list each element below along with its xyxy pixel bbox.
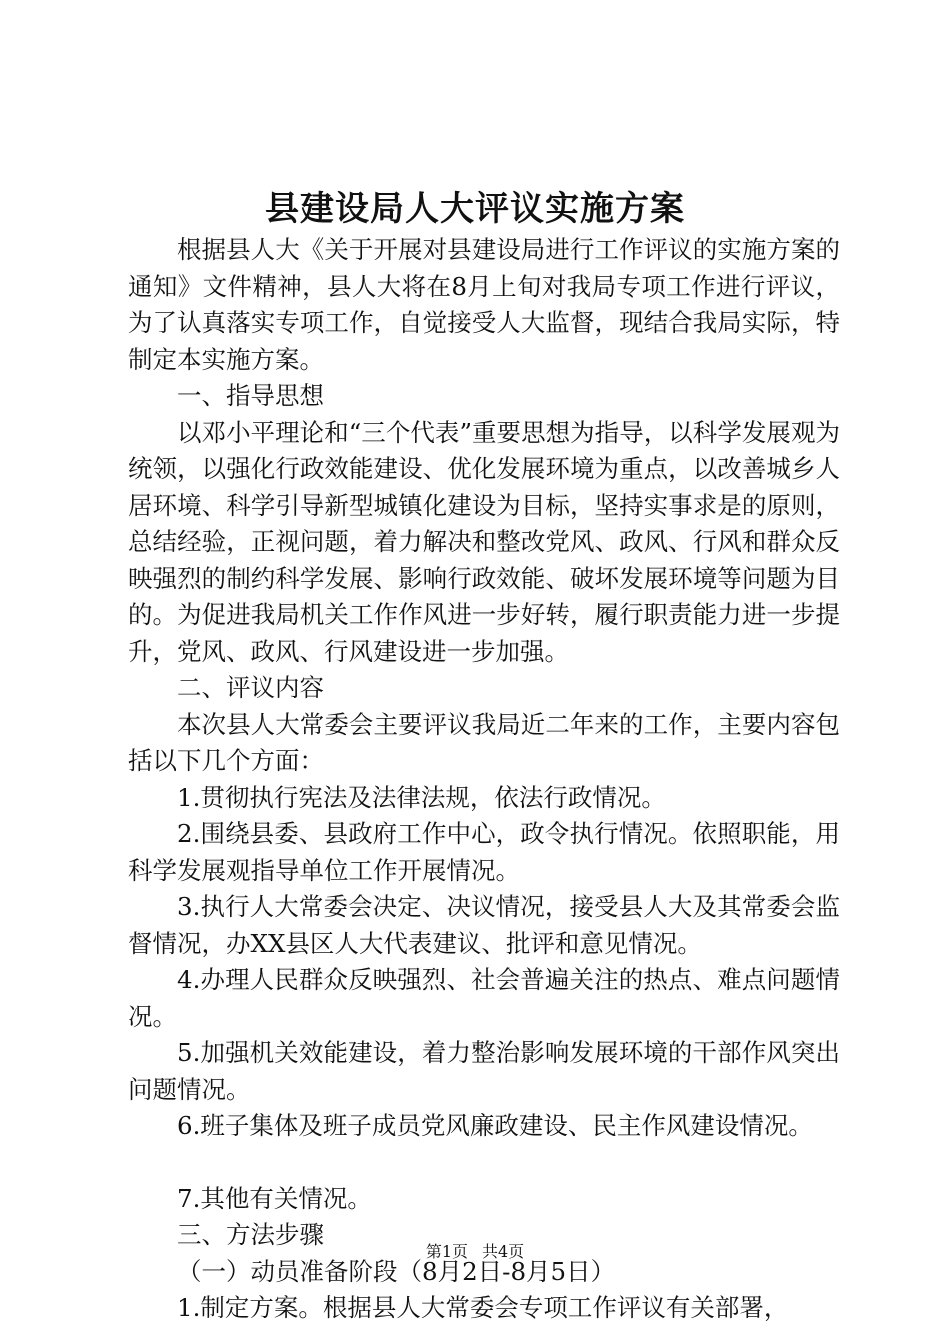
paragraph-intro: 根据县人大《关于开展对县建设局进行工作评议的实施方案的通知》文件精神，县人大将在8月上旬对我局专项工作进行评议，为了认真落实专项工作，自觉接受人大监督，现结合我局实际，特制定本实施方案。 — [128, 235, 840, 374]
section-heading-1: 一、指导思想 — [177, 381, 324, 410]
list-item-2: 2.围绕县委、县政府工作中心，政令执行情况。依照职能，用科学发展观指导单位工作开展情况。 — [128, 819, 840, 885]
list-item-3: 3.执行人大常委会决定、决议情况，接受县人大及其常委会监督情况，办XX县区人大代表建议、批评和意见情况。 — [128, 892, 840, 958]
list-item-7: 7.其他有关情况。 — [177, 1183, 372, 1213]
list-item-6: 6.班子集体及班子成员党风廉政建设、民主作风建设情况。 — [177, 1111, 813, 1140]
page-number: 第1页 — [425, 1242, 468, 1261]
paragraph-guiding-thought: 以邓小平理论和“三个代表”重要思想为指导，以科学发展观为统领，以强化行政效能建设、优化发展环境为重点，以改善城乡人居环境、科学引导新型城镇化建设为目标，坚持实事求是的原则，总结经验，正视问题，着力解决和整改党风、政风、行风和群众反映强烈的制约科学发展、影响行政效能、破坏发展环境等问题为目的。为促进我局机关工作作风进一步好转，履行职责能力进一步提升，党风、政风、行风建设进一步加强。 — [128, 417, 840, 666]
section-heading-2: 二、评议内容 — [177, 673, 324, 702]
page-footer — [0, 1241, 950, 1263]
list-item-1: 1.贯彻执行宪法及法律法规，依法行政情况。 — [177, 782, 666, 812]
document-title: 县建设局人大评议实施方案 — [265, 189, 685, 229]
document-body — [128, 232, 840, 1327]
list-item-5: 5.加强机关效能建设，着力整治影响发展环境的干部作风突出问题情况。 — [128, 1038, 840, 1104]
paragraph-step-1: 1.制定方案。根据县人大常委会专项工作评议有关部署， — [177, 1293, 789, 1322]
section-heading-3: 三、方法步骤 — [177, 1220, 324, 1249]
paragraph-review-scope: 本次县人大常委会主要评议我局近二年来的工作，主要内容包括以下几个方面： — [128, 709, 840, 775]
list-item-4: 4.办理人民群众反映强烈、社会普遍关注的热点、难点问题情况。 — [128, 965, 840, 1031]
page-total: 共4页 — [482, 1242, 525, 1261]
subsection-heading-1: （一）动员准备阶段（8月2日-8月5日） — [177, 1256, 616, 1286]
